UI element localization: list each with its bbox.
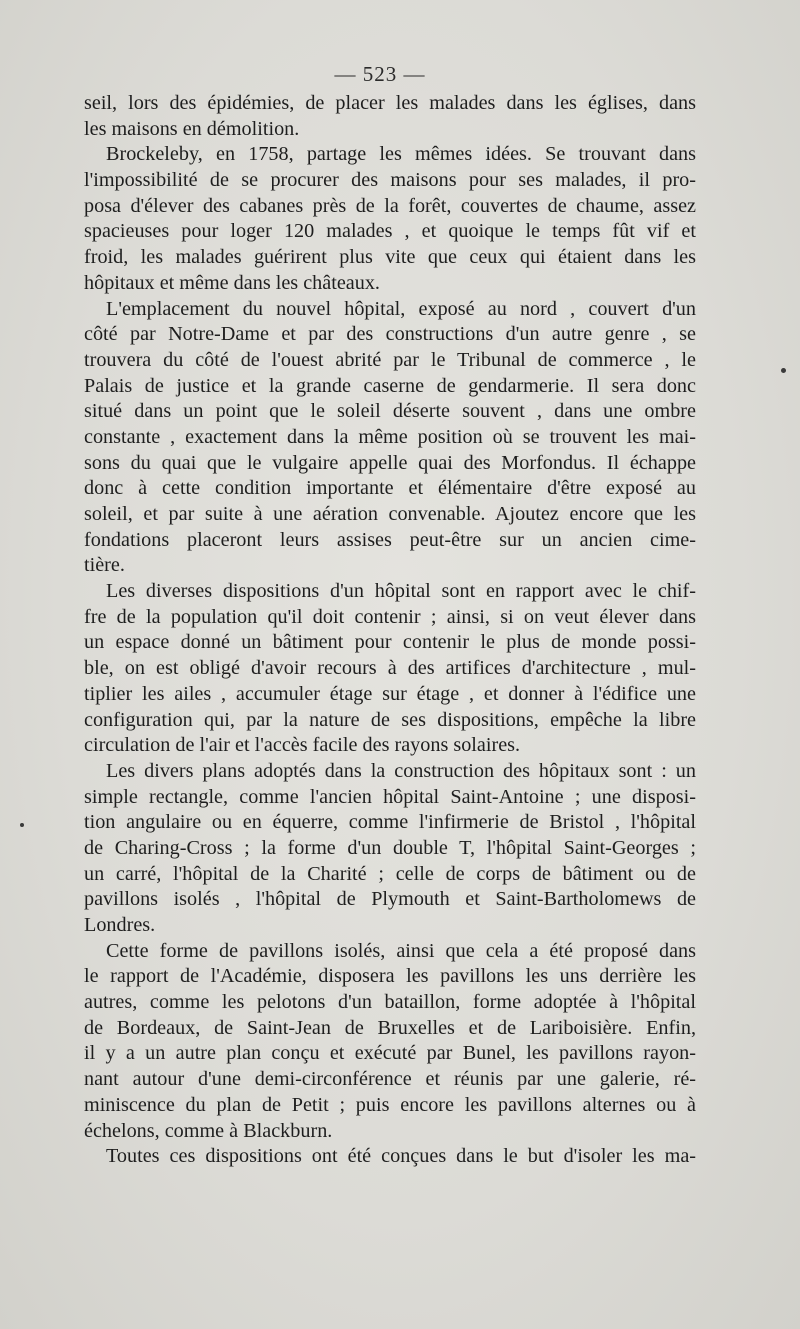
text-line: Palais de justice et la grande caserne de gendarmerie. Il sera donc [84, 374, 696, 397]
text-line: Cette forme de pavillons isolés, ainsi que cela a été proposé dans [106, 939, 696, 962]
text-line: constante , exactement dans la même position où se trouvent les mai- [84, 425, 696, 448]
text-line: miniscence du plan de Petit ; puis encore les pavillons alternes ou à [84, 1093, 696, 1116]
text-line: le rapport de l'Académie, disposera les pavillons les uns derrière les [84, 965, 696, 988]
paragraph [84, 1144, 696, 1170]
text-line: posa d'élever des cabanes près de la forêt, couvertes de chaume, assez [84, 194, 696, 217]
text-line: Brockeleby, en 1758, partage les mêmes idées. Se trouvant dans [106, 143, 696, 166]
text-line: froid, les malades guérirent plus vite que ceux qui étaient dans les [84, 246, 696, 269]
text-line: trouvera du côté de l'ouest abrité par le Tribunal de commerce , le [84, 348, 696, 371]
text-line: configuration qui, par la nature de ses dispositions, empêche la libre [84, 708, 696, 731]
text-line: tion angulaire ou en équerre, comme l'infirmerie de Bristol , l'hôpital [84, 811, 696, 834]
text-line: pavillons isolés , l'hôpital de Plymouth et Saint-Bartholomews de [84, 888, 696, 911]
text-line: Les diverses dispositions d'un hôpital sont en rapport avec le chif- [106, 580, 696, 603]
text-line: situé dans un point que le soleil déserte souvent , dans une ombre [84, 400, 696, 423]
ink-speck [20, 823, 24, 827]
text-line: donc à cette condition importante et élémentaire d'être exposé au [84, 477, 696, 500]
text-line: de Charing-Cross ; la forme d'un double T, l'hôpital Saint-Georges ; [84, 836, 696, 859]
text-line: simple rectangle, comme l'ancien hôpital Saint-Antoine ; une disposi- [84, 785, 696, 808]
text-line: de Bordeaux, de Saint-Jean de Bruxelles et de Lariboisière. Enfin, [84, 1016, 696, 1039]
text-line: sons du quai que le vulgaire appelle quai des Morfondus. Il échappe [84, 451, 696, 474]
text-line: côté par Notre-Dame et par des constructions d'un autre genre , se [84, 323, 696, 346]
text-line: spacieuses pour loger 120 malades , et quoique le temps fût vif et [84, 220, 696, 243]
text-line: Londres. [84, 914, 156, 936]
text-line: un carré, l'hôpital de la Charité ; celle de corps de bâtiment ou de [84, 862, 696, 885]
text-line: fondations placeront leurs assises peut-être sur un ancien cime- [84, 528, 696, 551]
text-line: Les divers plans adoptés dans la construction des hôpitaux sont : un [106, 759, 696, 782]
text-line: tiplier les ailes , accumuler étage sur étage , et donner à l'édifice une [84, 682, 696, 705]
text-line: échelons, comme à Blackburn. [84, 1119, 333, 1142]
text-line: il y a un autre plan conçu et exécuté par Bunel, les pavillons rayon- [84, 1042, 696, 1065]
text-line: autres, comme les pelotons d'un bataillon, forme adoptée à l'hôpital [84, 991, 696, 1014]
paragraph [84, 939, 696, 1145]
paragraph [84, 91, 696, 142]
text-line: L'emplacement du nouvel hôpital, exposé au nord , couvert d'un [106, 297, 696, 320]
paragraph [84, 759, 696, 939]
text-line: nant autour d'une demi-circonférence et réunis par une galerie, ré- [84, 1068, 696, 1091]
text-line: un espace donné un bâtiment pour contenir le plus de monde possi- [84, 631, 696, 654]
text-line: l'impossibilité de se procurer des maisons pour ses malades, il pro- [84, 169, 696, 192]
page-number: — 523 — [334, 62, 426, 86]
text-line: ble, on est obligé d'avoir recours à des artifices d'architecture , mul- [84, 657, 696, 680]
paragraph [84, 297, 696, 580]
text-line: Toutes ces dispositions ont été conçues dans le but d'isoler les ma- [106, 1145, 696, 1168]
text-line: fre de la population qu'il doit contenir ; ainsi, si on veut élever dans [84, 605, 696, 628]
text-line: seil, lors des épidémies, de placer les malades dans les églises, dans [84, 92, 696, 114]
paragraph [84, 579, 696, 759]
body-text [84, 91, 696, 1170]
text-line: soleil, et par suite à une aération convenable. Ajoutez encore que les [84, 503, 696, 525]
text-line: circulation de l'air et l'accès facile des rayons solaires. [84, 734, 521, 757]
text-line: hôpitaux et même dans les châteaux. [84, 271, 380, 294]
ink-speck [781, 368, 786, 373]
paragraph [84, 142, 696, 296]
text-line: les maisons en démolition. [84, 117, 300, 140]
text-line: tière. [84, 554, 125, 577]
